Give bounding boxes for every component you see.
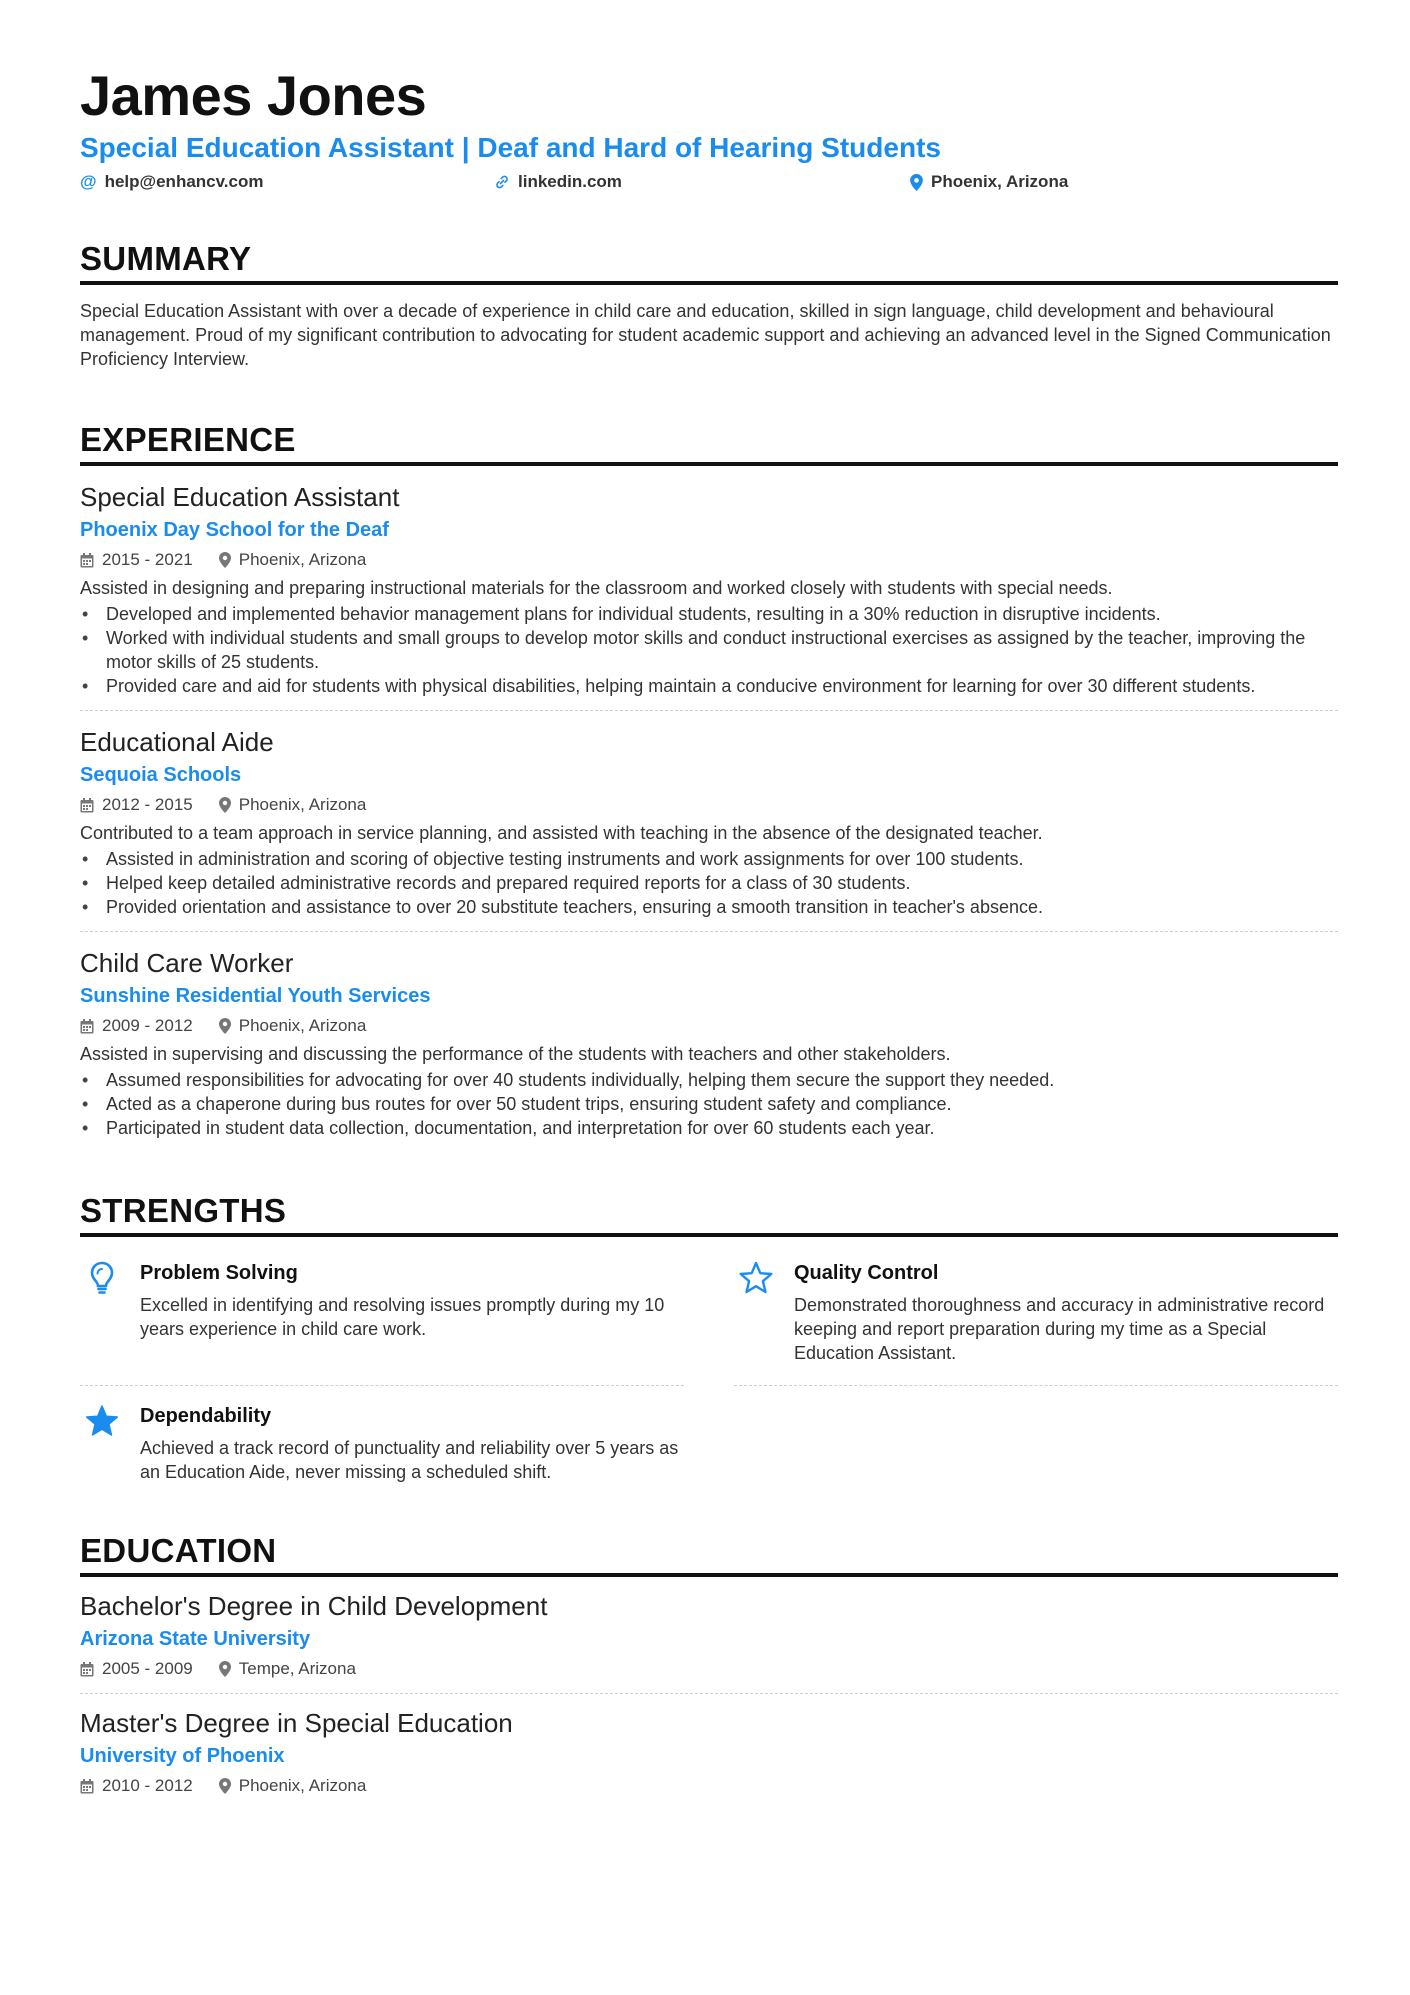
school-name: University of Phoenix — [80, 1745, 285, 1767]
job-dates: 2015 - 2021 — [102, 550, 193, 569]
job-bullet: • Helped keep detailed administrative records and prepared required reports for a class of 30 students. — [80, 871, 1338, 895]
calendar-icon — [80, 1662, 94, 1677]
education-entry — [80, 1577, 1338, 1694]
education-entry — [80, 1694, 1338, 1810]
degree-title: Master's Degree in Special Education — [80, 1708, 513, 1738]
strength-title: Problem Solving — [140, 1262, 298, 1284]
company-name: Sequoia Schools — [80, 764, 242, 786]
strengths-title: STRENGTHS — [80, 1192, 1338, 1237]
summary-section — [80, 240, 1338, 371]
job-bullets — [80, 1068, 1338, 1140]
contact-linkedin-text: linkedin.com — [518, 172, 622, 191]
star-filled-icon — [80, 1402, 124, 1484]
strength-item — [734, 1243, 1338, 1386]
resume-content — [80, 64, 1338, 1810]
education-location: Tempe, Arizona — [238, 1659, 356, 1678]
lightbulb-icon — [80, 1259, 124, 1365]
map-pin-icon — [910, 174, 923, 191]
strength-title: Dependability — [140, 1405, 272, 1427]
job-bullet: • Provided care and aid for students with physical disabilities, helping maintain a conducive environment for learning for over 30 different students. — [80, 674, 1338, 698]
star-outline-icon — [734, 1259, 778, 1365]
education-location: Phoenix, Arizona — [238, 1776, 367, 1795]
job-location: Phoenix, Arizona — [238, 550, 367, 569]
job-bullet: • Worked with individual students and small groups to develop motor skills and conduct instructional exercises as assigned by the teacher, improving the motor skills of 25 students. — [80, 626, 1338, 674]
job-bullet: • Developed and implemented behavior management plans for individual students, resulting in a 30% reduction in disruptive incidents. — [80, 602, 1338, 626]
calendar-icon — [80, 553, 94, 568]
job-title: Child Care Worker — [80, 948, 294, 978]
contact-linkedin[interactable] — [494, 172, 622, 192]
job-dates: 2009 - 2012 — [102, 1016, 193, 1035]
education-dates: 2010 - 2012 — [102, 1776, 193, 1795]
summary-title: SUMMARY — [80, 240, 1338, 285]
calendar-icon — [80, 798, 94, 813]
strength-description: Demonstrated thoroughness and accuracy in administrative record keeping and report preparation during my time as a Special Education Assistant. — [794, 1295, 1325, 1363]
map-pin-icon — [219, 1018, 231, 1034]
strength-title: Quality Control — [794, 1262, 939, 1284]
job-meta — [80, 548, 1338, 572]
school-name: Arizona State University — [80, 1628, 311, 1650]
job-bullet: • Acted as a chaperone during bus routes for over 50 student trips, ensuring student safety and compliance. — [80, 1092, 1338, 1116]
summary-text: Special Education Assistant with over a decade of experience in child care and education, skilled in sign language, child development and behavioural management. Proud of my significant contribution to advocating for student academic support and achieving an advanced level in the Signed Communication Proficiency Interview. — [80, 301, 1331, 369]
calendar-icon — [80, 1779, 94, 1794]
education-meta — [80, 1657, 1338, 1681]
strength-item — [80, 1243, 684, 1386]
candidate-headline: Special Education Assistant | Deaf and Hard of Hearing Students — [80, 132, 941, 163]
strength-item — [80, 1386, 684, 1504]
contact-location — [910, 172, 1068, 192]
strengths-grid — [80, 1243, 1338, 1504]
job-bullets — [80, 602, 1338, 698]
at-sign-icon: @ — [80, 172, 97, 191]
map-pin-icon — [219, 797, 231, 813]
job-title: Special Education Assistant — [80, 482, 400, 512]
company-name: Phoenix Day School for the Deaf — [80, 519, 389, 541]
map-pin-icon — [219, 1778, 231, 1794]
job-location: Phoenix, Arizona — [238, 795, 367, 814]
education-title: EDUCATION — [80, 1532, 1338, 1577]
job-bullet: • Provided orientation and assistance to over 20 substitute teachers, ensuring a smooth transition in teacher's absence. — [80, 895, 1338, 919]
job-location: Phoenix, Arizona — [238, 1016, 367, 1035]
company-name: Sunshine Residential Youth Services — [80, 985, 431, 1007]
contact-location-text: Phoenix, Arizona — [931, 172, 1069, 191]
job-bullet: • Assumed responsibilities for advocating for over 40 students individually, helping them secure the support they needed. — [80, 1068, 1338, 1092]
job-meta — [80, 793, 1338, 817]
job-dates: 2012 - 2015 — [102, 795, 193, 814]
experience-section — [80, 421, 1338, 1152]
contact-email-text: help@enhancv.com — [104, 172, 264, 191]
experience-title: EXPERIENCE — [80, 421, 1338, 466]
calendar-icon — [80, 1019, 94, 1034]
experience-entry — [80, 711, 1338, 932]
strengths-section — [80, 1192, 1338, 1504]
strength-description: Excelled in identifying and resolving issues promptly during my 10 years experience in child care work. — [140, 1295, 665, 1339]
experience-entry — [80, 932, 1338, 1152]
education-section — [80, 1532, 1338, 1810]
job-bullet: • Assisted in administration and scoring of objective testing instruments and work assignments for over 100 students. — [80, 847, 1338, 871]
job-bullets — [80, 847, 1338, 919]
contact-row — [80, 172, 1338, 198]
job-title: Educational Aide — [80, 727, 274, 757]
candidate-name: James Jones — [80, 64, 427, 127]
job-description: Assisted in supervising and discussing the performance of the students with teachers and other stakeholders. — [80, 1044, 951, 1064]
experience-entry — [80, 466, 1338, 711]
map-pin-icon — [219, 1661, 231, 1677]
link-icon — [494, 174, 510, 190]
job-description: Contributed to a team approach in service planning, and assisted with teaching in the absence of the designated teacher. — [80, 823, 1043, 843]
contact-email[interactable] — [80, 172, 264, 192]
education-meta — [80, 1774, 1338, 1798]
job-description: Assisted in designing and preparing instructional materials for the classroom and worked closely with students with special needs. — [80, 578, 1113, 598]
degree-title: Bachelor's Degree in Child Development — [80, 1591, 548, 1621]
map-pin-icon — [219, 552, 231, 568]
strength-description: Achieved a track record of punctuality and reliability over 5 years as an Education Aide, never missing a scheduled shift. — [140, 1438, 679, 1482]
job-bullet: • Participated in student data collection, documentation, and interpretation for over 60 students each year. — [80, 1116, 1338, 1140]
job-meta — [80, 1014, 1338, 1038]
education-dates: 2005 - 2009 — [102, 1659, 193, 1678]
